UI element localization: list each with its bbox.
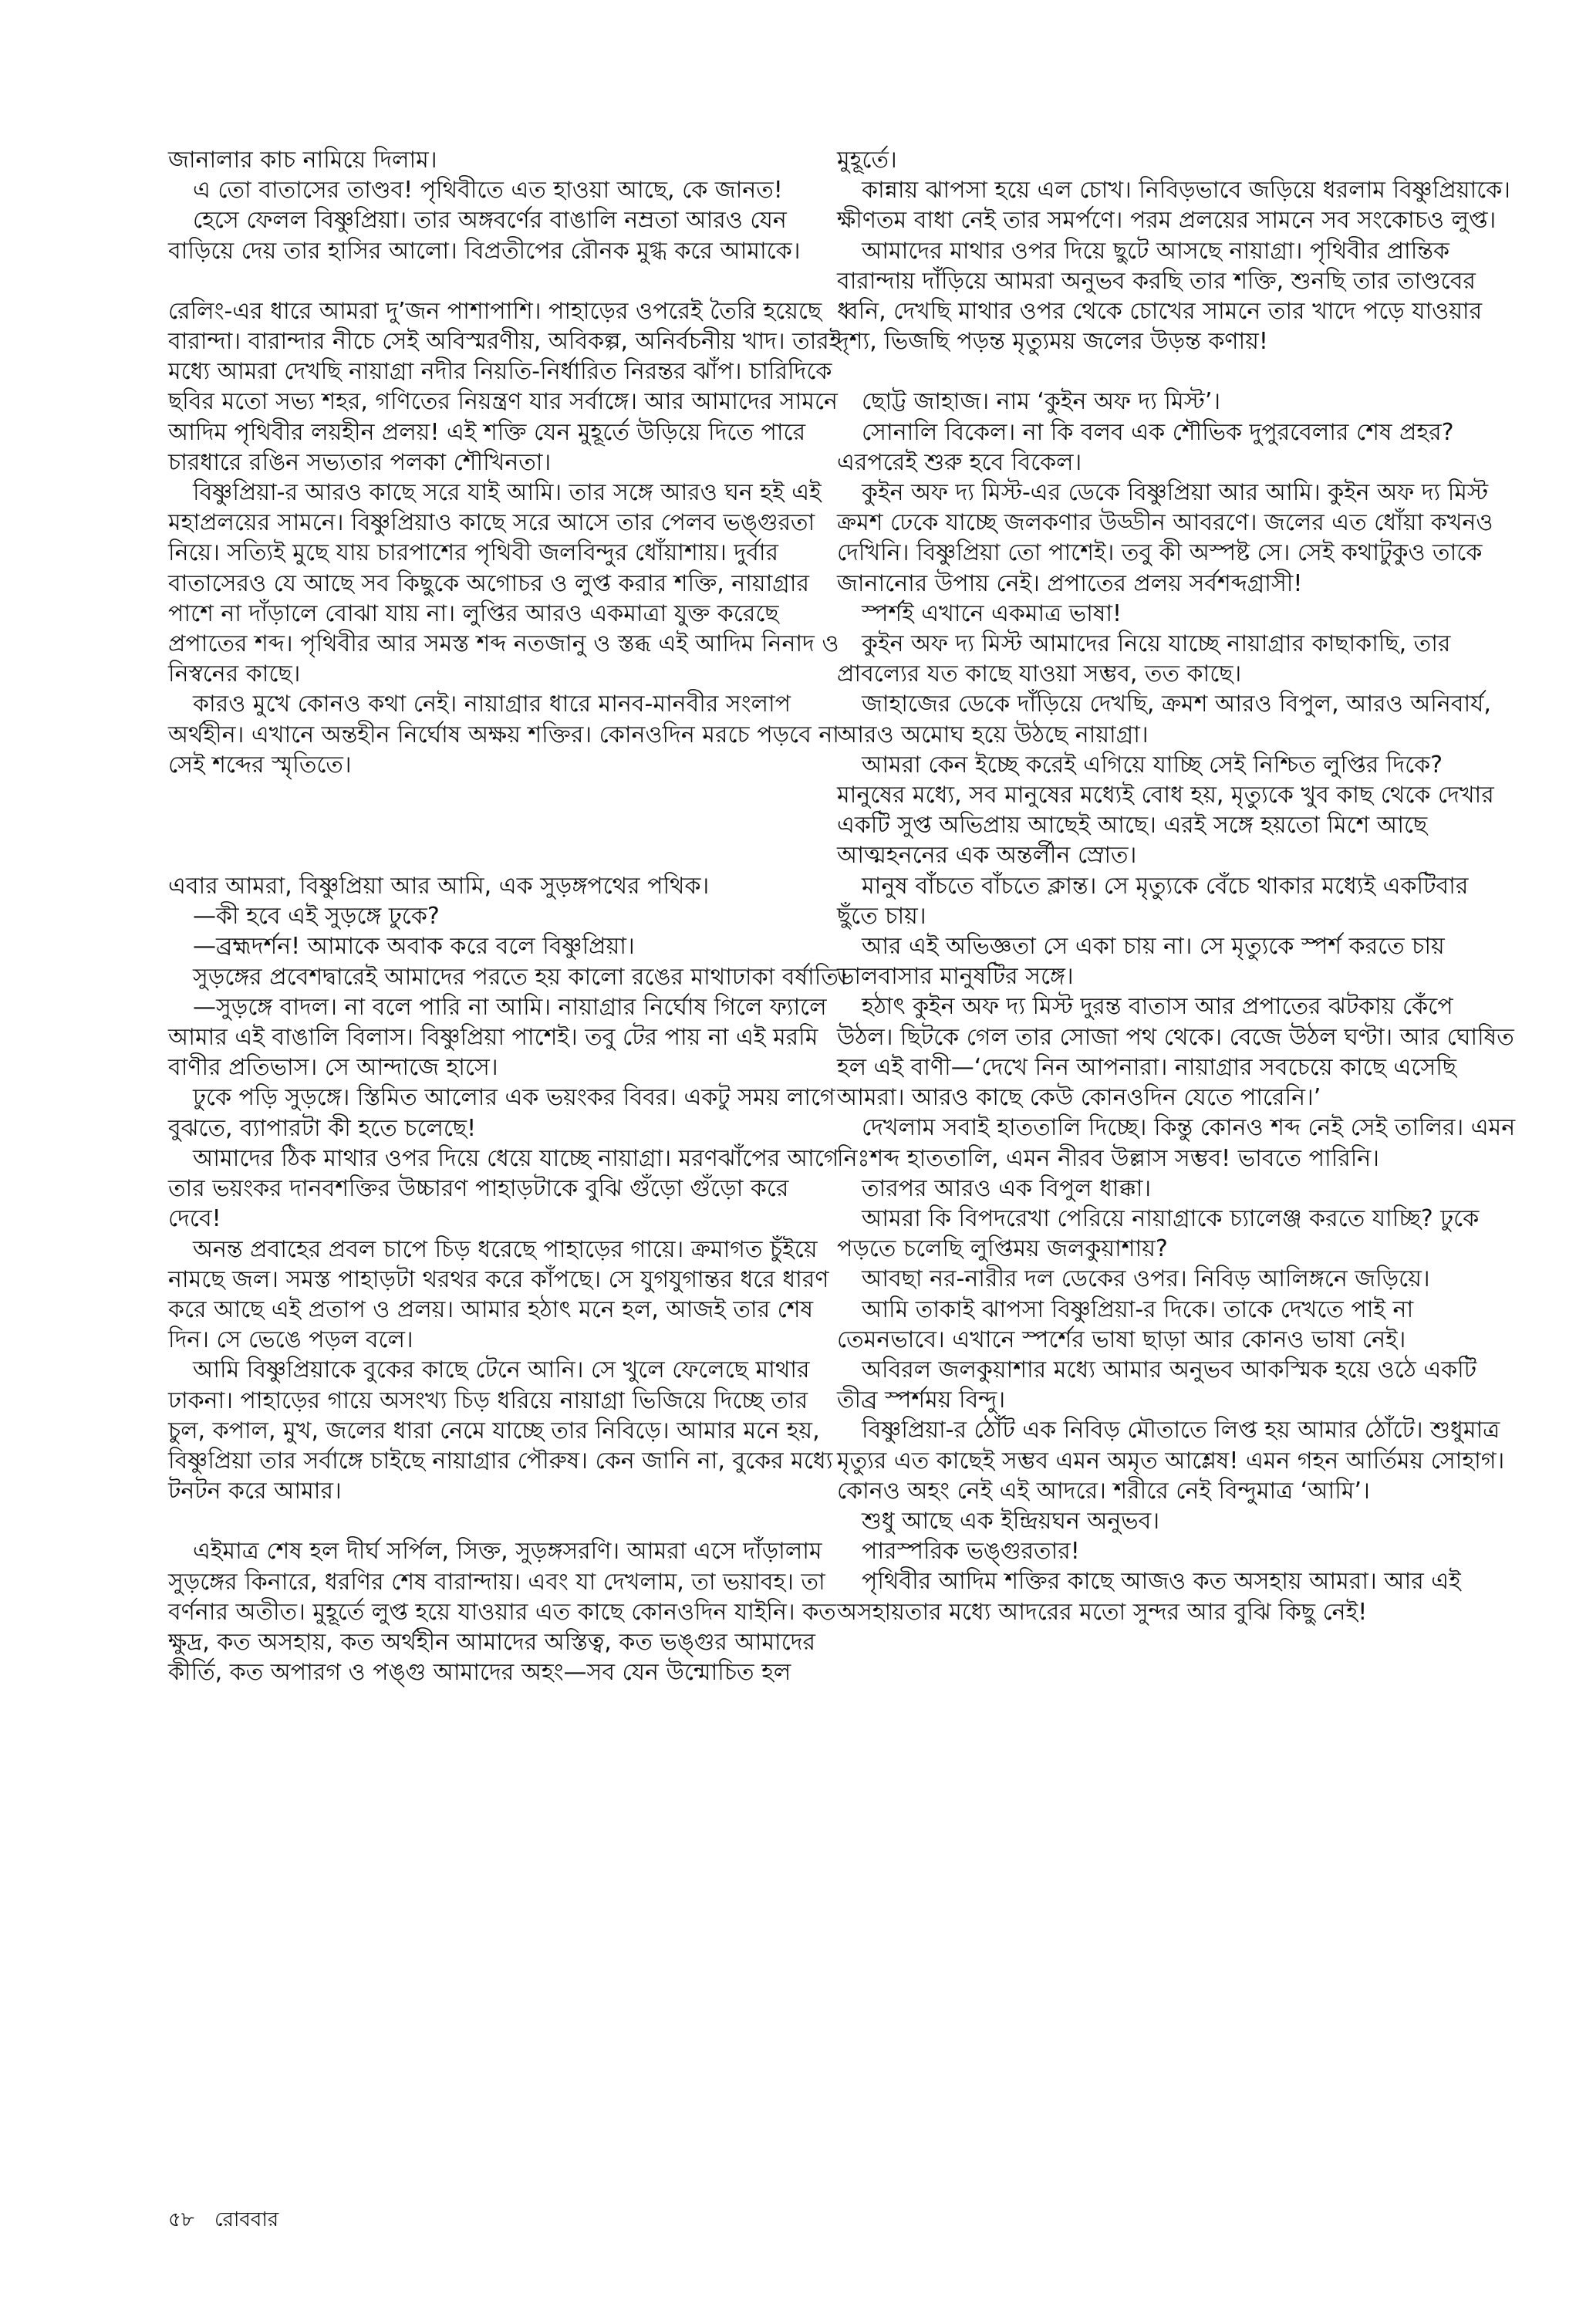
paragraph: আমি বিষ্ণুপ্রিয়াকে বুকের কাছে টেনে আনি। সে খুলে ফেলেছে মাথার ঢাকনা। পাহাড়ের গায়ে অসংখ্য চিড় ধরিয়ে নায়াগ্রা ভিজিয়ে দিচ্ছে তার চুল, কপাল, মুখ, জলের ধারা নেমে যাচ্ছে তার নিবিড়ে। আমার মনে হয়, বিষ্ণুপ্রিয়া তার সর্বাঙ্গে চাইছে নায়াগ্রার পৌরুষ। কেন জানি না, বুকের মধ্যে টনটন করে আমার। bbox=[168, 1356, 833, 1505]
paragraph: মুহূর্তে। bbox=[837, 147, 897, 174]
section-gap bbox=[168, 780, 847, 871]
section-gap bbox=[168, 1506, 847, 1536]
paragraph: আর এই অভিজ্ঞতা সে একা চায় না। সে মৃত্যুকে স্পর্শ করতে চায় ভালবাসার মানুষটির সঙ্গে। bbox=[837, 933, 1445, 991]
section-gap bbox=[837, 356, 1516, 387]
paragraph: জানালার কাচ নামিয়ে দিলাম। bbox=[168, 147, 437, 174]
paragraph: এবার আমরা, বিষ্ণুপ্রিয়া আর আমি, এক সুড়ঙ্গপথের পথিক। bbox=[168, 873, 710, 900]
paragraph: মানুষ বাঁচতে বাঁচতে ক্লান্ত। সে মৃত্যুকে বেঁচে থাকার মধ্যেই একটিবার ছুঁতে চায়। bbox=[837, 872, 1469, 930]
paragraph: এইমাত্র শেষ হল দীর্ঘ সর্পিল, সিক্ত, সুড়ঙ্গসরণি। আমরা এসে দাঁড়ালাম সুড়ঙ্গের কিনারে, ধরণির শেষ বারান্দায়। এবং যা দেখলাম, তা ভয়াবহ। তা বর্ণনার অতীত। মুহূর্তে লুপ্ত হয়ে যাওয়ার এত কাছে কোনওদিন যাইনি। কত ক্ষুদ্র, কত অসহায়, কত অর্থহীন আমাদের অস্তিত্ব, কত ভঙ্গুর আমাদের কীর্তি, কত অপারগ ও পঙ্গু আমাদের অহং—সব যেন উন্মোচিত হল bbox=[168, 1538, 836, 1687]
paragraph: ছোট্ট জাহাজ। নাম ‘কুইন অফ দ্য মিস্ট’। bbox=[862, 388, 1221, 416]
paragraph: আমাদের ঠিক মাথার ওপর দিয়ে ধেয়ে যাচ্ছে নায়াগ্রা। মরণঝাঁপের আগে তার ভয়ংকর দানবশক্তির উচ্চারণ পাহাড়টাকে বুঝি গুঁড়ো গুঁড়ো করে দেবে! bbox=[168, 1144, 839, 1233]
paragraph: পারস্পরিক ভঙ্গুরতার! bbox=[862, 1538, 1080, 1566]
paragraph: দেখলাম সবাই হাততালি দিচ্ছে। কিন্তু কোনও শব্দ নেই সেই তালির। এমন নিঃশব্দ হাততালি, এমন নীরব উল্লাস সম্ভব! ভাবতে পারিনি। bbox=[837, 1114, 1516, 1172]
left-column bbox=[168, 145, 847, 1687]
paragraph: আমরা কি বিপদরেখা পেরিয়ে নায়াগ্রাকে চ্যালেঞ্জ করতে যাচ্ছি? ঢুকে পড়তে চলেছি লুপ্তিময় জলকুয়াশায়? bbox=[837, 1204, 1480, 1263]
paragraph: কুইন অফ দ্য মিস্ট আমাদের নিয়ে যাচ্ছে নায়াগ্রার কাছাকাছি, তার প্রাবল্যের যত কাছে যাওয়া সম্ভব, তত কাছে। bbox=[837, 630, 1451, 688]
paragraph: পৃথিবীর আদিম শক্তির কাছে আজও কত অসহায় আমরা। আর এই অসহায়তার মধ্যে আদরের মতো সুন্দর আর বুঝি কিছু নেই! bbox=[837, 1568, 1461, 1626]
paragraph: কারও মুখে কোনও কথা নেই। নায়াগ্রার ধারে মানব-মানবীর সংলাপ অর্থহীন। এখানে অন্তহীন নির্ঘোষ অক্ষয় শক্তির। কোনওদিন মরচে পড়বে না সেই শব্দের স্মৃতিতে। bbox=[168, 691, 839, 779]
paragraph: আমি তাকাই ঝাপসা বিষ্ণুপ্রিয়া-র দিকে। তাকে দেখতে পাই না তেমনভাবে। এখানে স্পর্শের ভাষা ছাড়া আর কোনও ভাষা নেই। bbox=[837, 1295, 1414, 1353]
paragraph: তারপর আরও এক বিপুল ধাক্কা। bbox=[862, 1174, 1152, 1202]
paragraph: বিষ্ণুপ্রিয়া-র ঠোঁট এক নিবিড় মৌতাতে লিপ্ত হয় আমার ঠোঁটে। শুধুমাত্র মৃত্যুর এত কাছেই সম্ভব এমন অমৃত আশ্লেষ! এমন গহন আর্তিময় সোহাগ। কোনও অহং নেই এই আদরে। শরীরে নেই বিন্দুমাত্র ‘আমি’। bbox=[837, 1417, 1505, 1505]
section-gap bbox=[168, 266, 847, 296]
paragraph: —কী হবে এই সুড়ঙ্গে ঢুকে? bbox=[193, 903, 440, 931]
paragraph: ঢুকে পড়ি সুড়ঙ্গে। স্তিমিত আলোর এক ভয়ংকর বিবর। একটু সময় লাগে বুঝতে, ব্যাপারটা কী হতে চলেছে! bbox=[168, 1084, 835, 1142]
paragraph: হঠাৎ কুইন অফ দ্য মিস্ট দুরন্ত বাতাস আর প্রপাতের ঝটকায় কেঁপে উঠল। ছিটকে গেল তার সোজা পথ থেকে। বেজে উঠল ঘণ্টা। আর ঘোষিত হল এই বাণী—‘দেখে নিন আপনারা। নায়াগ্রার সবচেয়ে কাছে এসেছি আমরা। আরও কাছে কেউ কোনওদিন যেতে পারেনি।’ bbox=[837, 993, 1514, 1112]
paragraph: অনন্ত প্রবাহের প্রবল চাপে চিড় ধরেছে পাহাড়ের গায়ে। ক্রমাগত চুঁইয়ে নামছে জল। সমস্ত পাহাড়টা থরথর করে কাঁপছে। সে যুগযুগান্তর ধরে ধারণ করে আছে এই প্রতাপ ও প্রলয়। আমার হঠাৎ মনে হল, আজই তার শেষ দিন। সে ভেঙে পড়ল বলে। bbox=[168, 1235, 829, 1354]
paragraph: কান্নায় ঝাপসা হয়ে এল চোখ। নিবিড়ভাবে জড়িয়ে ধরলাম বিষ্ণুপ্রিয়াকে। ক্ষীণতম বাধা নেই তার সমর্পণে। পরম প্রলয়ের সামনে সব সংকোচও লুপ্ত। bbox=[837, 177, 1510, 235]
paragraph: সুড়ঙ্গের প্রবেশদ্বারেই আমাদের পরতে হয় কালো রঙের মাথাঢাকা বর্ষাতি। bbox=[193, 963, 847, 991]
paragraph: হেসে ফেলল বিষ্ণুপ্রিয়া। তার অঙ্গবর্ণের বাঙালি নম্রতা আরও যেন বাড়িয়ে দেয় তার হাসির আলো। বিপ্রতীপের রৌনক মুগ্ধ করে আমাকে। bbox=[168, 207, 801, 265]
paragraph: জাহাজের ডেকে দাঁড়িয়ে দেখছি, ক্রমশ আরও বিপুল, আরও অনিবার্য, আরও অমোঘ হয়ে উঠছে নায়াগ্রা। bbox=[837, 691, 1491, 748]
page-footer bbox=[168, 2208, 292, 2231]
paragraph: শুধু আছে এক ইন্দ্রিয়ঘন অনুভব। bbox=[862, 1507, 1160, 1535]
paragraph: এ তো বাতাসের তাণ্ডব! পৃথিবীতে এত হাওয়া আছে, কে জানত! bbox=[193, 177, 783, 204]
right-column bbox=[837, 145, 1516, 1627]
paragraph: আমরা কেন ইচ্ছে করেই এগিয়ে যাচ্ছি সেই নিশ্চিত লুপ্তির দিকে? মানুষের মধ্যে, সব মানুষের মধ্যেই বোধ হয়, মৃত্যুকে খুব কাছ থেকে দেখার একটি সুপ্ত অভিপ্রায় আছেই আছে। এরই সঙ্গে হয়তো মিশে আছে আত্মহননের এক অন্তর্লীন স্রোত। bbox=[837, 751, 1494, 870]
paragraph: বিষ্ণুপ্রিয়া-র আরও কাছে সরে যাই আমি। তার সঙ্গে আরও ঘন হই এই মহাপ্রলয়ের সামনে। বিষ্ণুপ্রিয়াও কাছে সরে আসে তার পেলব ভঙ্গুরতা নিয়ে। সত্যিই মুছে যায় চারপাশের পৃথিবী জলবিন্দুর ধোঁয়াশায়। দুর্বার বাতাসেরও যে আছে সব কিছুকে অগোচর ও লুপ্ত করার শক্তি, নায়াগ্রার পাশে না দাঁড়ালে বোঝা যায় না। লুপ্তির আরও একমাত্রা যুক্ত করেছে প্রপাতের শব্দ। পৃথিবীর আর সমস্ত শব্দ নতজানু ও স্তব্ধ এই আদিম নিনাদ ও নিস্বনের কাছে। bbox=[168, 479, 839, 688]
paragraph: কুইন অফ দ্য মিস্ট-এর ডেকে বিষ্ণুপ্রিয়া আর আমি। কুইন অফ দ্য মিস্ট ক্রমশ ঢেকে যাচ্ছে জলকণার উড্ডীন আবরণে। জলের এত ধোঁয়া কখনও দেখিনি। বিষ্ণুপ্রিয়া তো পাশেই। তবু কী অস্পষ্ট সে। সেই কথাটুকুও তাকে জানানোর উপায় নেই। প্রপাতের প্রলয় সর্বশব্দগ্রাসী! bbox=[837, 479, 1493, 597]
paragraph: —সুড়ঙ্গে বাদল। না বলে পারি না আমি। নায়াগ্রার নির্ঘোষ গিলে ফ্যালে আমার এই বাঙালি বিলাস। বিষ্ণুপ্রিয়া পাশেই। তবু টের পায় না এই মরমি বাণীর প্রতিভাস। সে আন্দাজে হাসে। bbox=[168, 993, 827, 1082]
paragraph: অবিরল জলকুয়াশার মধ্যে আমার অনুভব আকস্মিক হয়ে ওঠে একটি তীব্র স্পর্শময় বিন্দু। bbox=[837, 1356, 1477, 1414]
paragraph: সোনালি বিকেল। না কি বলব এক শৌভিক দুপুরবেলার শেষ প্রহর? এরপরেই শুরু হবে বিকেল। bbox=[837, 418, 1454, 476]
paragraph: —ব্রহ্মদর্শন! আমাকে অবাক করে বলে বিষ্ণুপ্রিয়া। bbox=[193, 933, 635, 961]
paragraph: স্পর্শই এখানে একমাত্র ভাষা! bbox=[862, 600, 1122, 627]
page-number: ৫৮ bbox=[168, 2208, 194, 2231]
publication-name: রোববার bbox=[214, 2208, 279, 2231]
paragraph: রেলিং-এর ধারে আমরা দু’জন পাশাপাশি। পাহাড়ের ওপরেই তৈরি হয়েছে বারান্দা। বারান্দার নীচে সেই অবিস্মরণীয়, অবিকল্প, অনির্বচনীয় খাদ। তারই মধ্যে আমরা দেখছি নায়াগ্রা নদীর নিয়তি-নির্ধারিত নিরন্তর ঝাঁপ। চারিদিকে ছবির মতো সভ্য শহর, গণিতের নিয়ন্ত্রণ যার সর্বাঙ্গে। আর আমাদের সামনে আদিম পৃথিবীর লয়হীন প্রলয়! এই শক্তি যেন মুহূর্তে উড়িয়ে দিতে পারে চারধারে রঙিন সভ্যতার পলকা শৌখিনতা। bbox=[168, 297, 842, 476]
paragraph: আবছা নর-নারীর দল ডেকের ওপর। নিবিড় আলিঙ্গনে জড়িয়ে। bbox=[862, 1265, 1430, 1293]
paragraph: আমাদের মাথার ওপর দিয়ে ছুটে আসছে নায়াগ্রা। পৃথিবীর প্রান্তিক বারান্দায় দাঁড়িয়ে আমরা অনুভব করছি তার শক্তি, শুনছি তার তাণ্ডবের ধ্বনি, দেখছি মাথার ওপর থেকে চোখের সামনে তার খাদে পড়ে যাওয়ার দৃশ্য, ভিজছি পড়ন্ত মৃত্যুময় জলের উড়ন্ত কণায়! bbox=[837, 237, 1483, 356]
